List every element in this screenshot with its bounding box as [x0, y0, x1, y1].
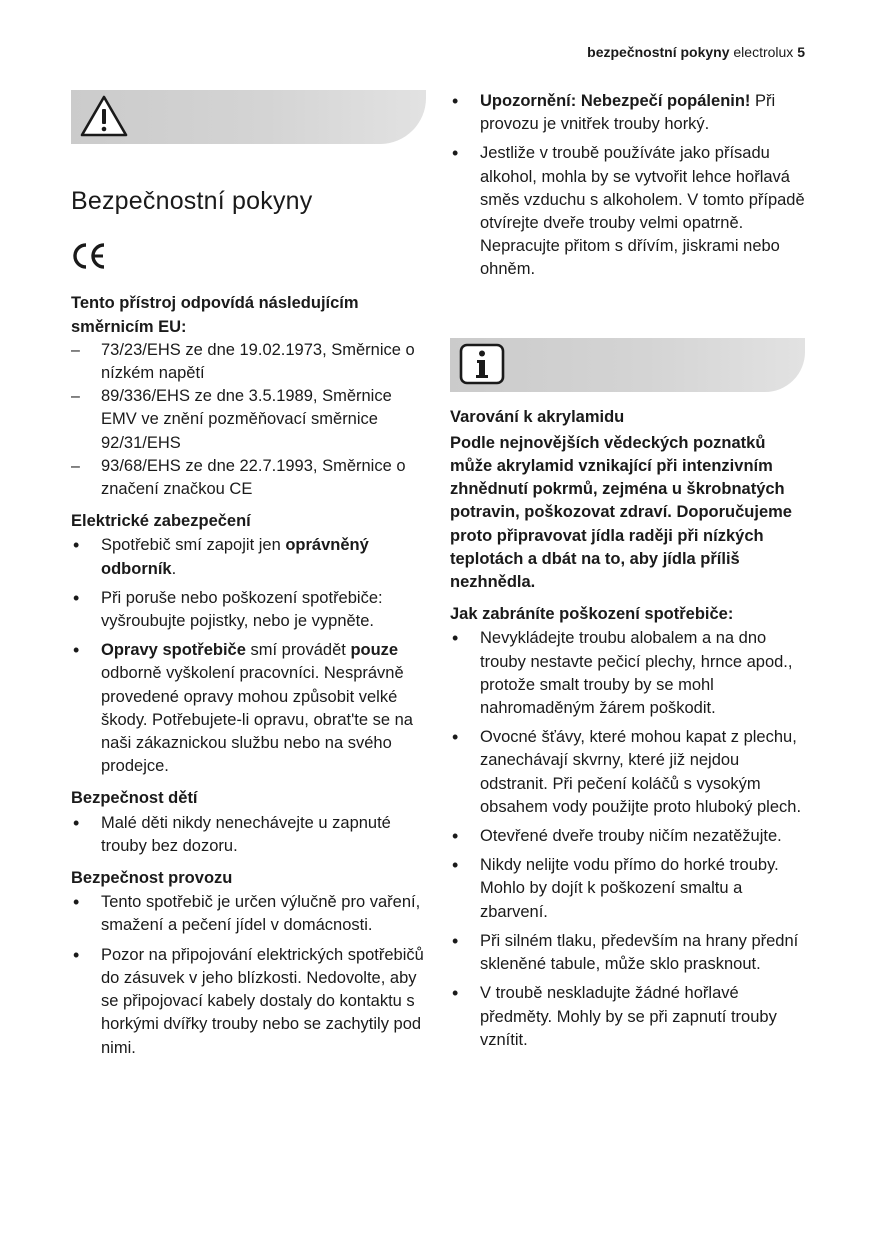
operation-heading: Bezpečnost provozu	[71, 869, 233, 888]
electrical-item-text: smí provádět	[245, 641, 351, 660]
hot-oven-list	[450, 90, 805, 282]
electrical-item	[71, 639, 426, 778]
electrical-item-emphasis: Opravy spotřebiče	[101, 641, 246, 660]
burn-warning-emphasis: Upozornění: Nebezpečí popálenin!	[480, 92, 751, 110]
directives-heading: Tento přístroj odpovídá následujícím směrnicím EU:	[71, 294, 359, 336]
children-heading: Bezpečnost dětí	[71, 789, 198, 808]
burn-warning-item	[450, 90, 805, 136]
damage-item: • Nevykládejte troubu alobalem a na dno trouby nestavte pečicí plechy, hrnce apod., protože smalt trouby by se mohl nahromaděným žárem poškodit.	[450, 627, 805, 720]
acrylamide-warning: Podle nejnovějších vědeckých poznatků může akrylamid vznikající při intenzivním zhnědnutí pokrmů, zejména u škrobnatých potravin, poškozovat zdraví. Doporučujeme proto připravovat jídla raději při nízkých teplotách a dbát na to, aby jídla příliš nezhnědla.	[450, 433, 792, 592]
electrical-item-text: .	[171, 559, 177, 578]
directive-item: – 89/336/EHS ze dne 3.5.1989, Směrnice EMV ve znění pozměňovací směrnice 92/31/EHS	[71, 385, 426, 455]
warning-banner	[71, 90, 426, 144]
directive-item: – 93/68/EHS ze dne 22.7.1993, Směrnice o značení značkou CE	[71, 455, 426, 501]
damage-item: • Nikdy nelijte vodu přímo do horké trouby. Mohlo by dojít k poškození smaltu a zbarvení.	[450, 854, 805, 924]
alcohol-warning-item: • Jestliže v troubě používáte jako přísadu alkohol, mohla by se vytvořit lehce hořlavá směs vzduchu s alkoholem. V tomto případě otvírejte dveře trouby velmi opatrně. Nepracujte přitom s dřívím, jiskrami nebo ohněm.	[450, 142, 805, 281]
left-column	[71, 90, 426, 1066]
electrical-item: • Při poruše nebo poškození spotřebiče: vyšroubujte pojistky, nebo je vypněte.	[71, 587, 426, 633]
operation-item: • Pozor na připojování elektrických spotřebičů do zásuvek v jeho blízkosti. Nedovolte, aby se připojovací kabely dostaly do kontaktu s horkými dvířky trouby nebo se zachytily pod nimi.	[71, 944, 426, 1060]
page-number: 5	[797, 44, 805, 60]
header-brand: electrolux	[733, 44, 794, 60]
electrical-item	[71, 534, 426, 580]
electrical-heading: Elektrické zabezpečení	[71, 512, 251, 531]
electrical-item-text: odborně vyškolení pracovníci. Nesprávně provedené opravy mohou způsobit velké škody. Potřebujete-li opravu, obrat'te se na naši zákaznickou službu nebo na svého prodejce.	[101, 664, 413, 776]
damage-list	[450, 627, 805, 1051]
electrical-item-emphasis: pouze	[350, 641, 399, 660]
right-column	[450, 90, 805, 1058]
damage-item: • Otevřené dveře trouby ničím nezatěžujte.	[450, 825, 805, 848]
directive-item: – 73/23/EHS ze dne 19.02.1973, Směrnice o nízkém napětí	[71, 339, 426, 385]
electrical-list	[71, 534, 426, 778]
acrylamide-heading: Varování k akrylamidu	[450, 407, 625, 426]
damage-item: • Ovocné šťávy, které mohou kapat z plechu, zanechávají skvrny, které již nejdou odstranit. Při pečení koláčů s vysokým obsahem vody použijte proto hluboký plech.	[450, 726, 805, 819]
page-header	[587, 44, 805, 60]
electrical-item-emphasis: oprávněný odborník	[101, 536, 369, 578]
children-item: • Malé děti nikdy nenechávejte u zapnuté trouby bez dozoru.	[71, 812, 426, 858]
operation-item: • Tento spotřebič je určen výlučně pro vaření, smažení a pečení jídel v domácnosti.	[71, 891, 426, 937]
operation-list	[71, 891, 426, 1059]
damage-item: • V troubě neskladujte žádné hořlavé předměty. Mohly by se při zapnutí trouby vznítit.	[450, 982, 805, 1052]
info-banner	[450, 338, 805, 392]
info-icon	[458, 342, 506, 393]
damage-heading: Jak zabráníte poškození spotřebiče:	[450, 605, 734, 624]
page-title: Bezpečnostní pokyny	[71, 187, 313, 215]
directives-list	[71, 339, 426, 501]
damage-item: • Při silném tlaku, především na hrany přední skleněné tabule, může sklo prasknout.	[450, 930, 805, 976]
warning-triangle-icon	[79, 94, 129, 145]
children-list	[71, 812, 426, 858]
electrical-item-text: Spotřebič smí zapojit jen	[101, 536, 286, 555]
ce-mark-icon	[71, 241, 426, 278]
burn-warning-text: Při provozu je vnitřek trouby horký.	[480, 92, 776, 134]
header-section: bezpečnostní pokyny	[587, 44, 730, 60]
